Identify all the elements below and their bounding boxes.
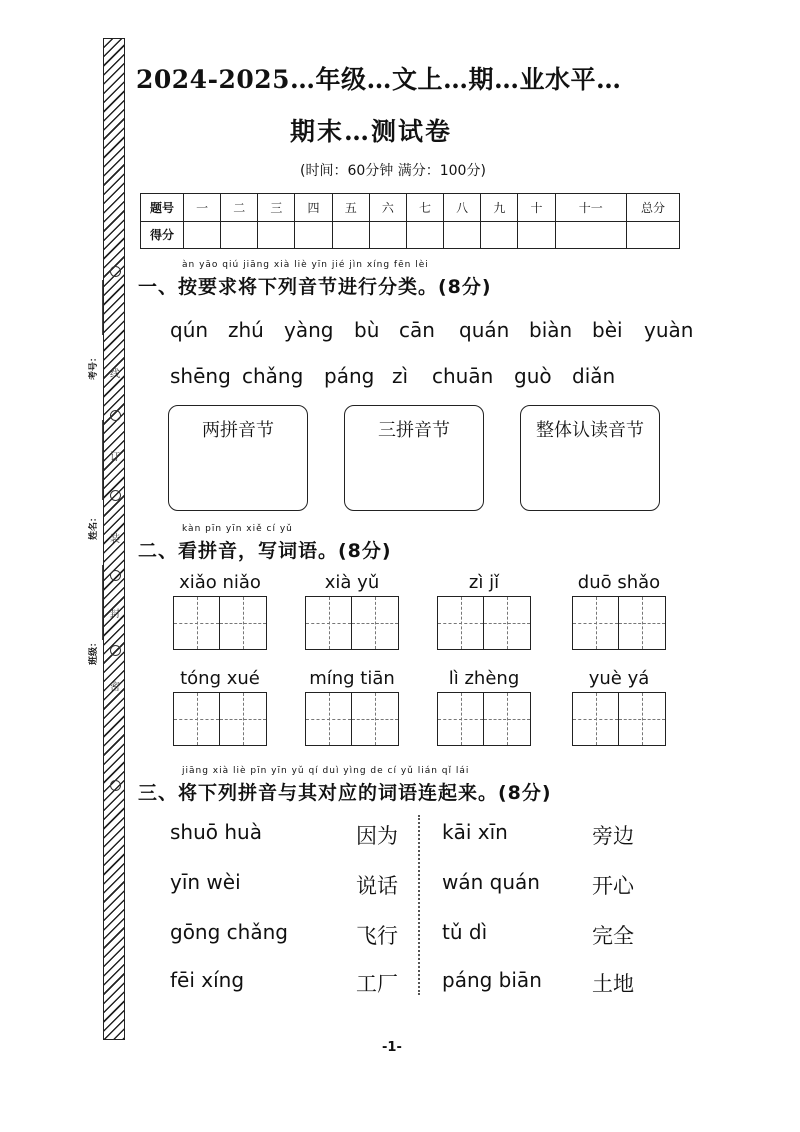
match-left-pinyin[interactable]: gōng chǎng bbox=[170, 920, 288, 944]
category-box-three-part[interactable] bbox=[344, 405, 484, 511]
writing-grid[interactable] bbox=[572, 596, 666, 650]
syllable: yàng bbox=[284, 318, 334, 342]
score-cell[interactable] bbox=[295, 221, 332, 249]
seal-char: 封 bbox=[110, 609, 120, 620]
syllable: páng bbox=[324, 364, 375, 388]
score-header-cell: 七 bbox=[406, 194, 443, 222]
section-1-heading: 一、按要求将下列音节进行分类。(8分) bbox=[138, 276, 492, 298]
writing-grid[interactable] bbox=[437, 596, 531, 650]
column-divider bbox=[418, 815, 422, 995]
score-header-cell: 五 bbox=[332, 194, 369, 222]
seal-circle bbox=[110, 490, 121, 501]
category-box-two-part[interactable] bbox=[168, 405, 308, 511]
score-header-cell: 八 bbox=[444, 194, 481, 222]
match-right-word[interactable]: 土地 bbox=[592, 972, 634, 996]
match-left-pinyin[interactable]: yīn wèi bbox=[170, 870, 241, 894]
match-left-word[interactable]: 飞行 bbox=[356, 924, 398, 948]
score-header-cell: 总分 bbox=[627, 194, 680, 222]
section-3 bbox=[138, 766, 552, 805]
score-table bbox=[140, 193, 680, 249]
score-header-cell: 六 bbox=[369, 194, 406, 222]
section-1-row-1 bbox=[170, 318, 699, 342]
syllable: cān bbox=[399, 318, 435, 342]
match-right-word[interactable]: 开心 bbox=[592, 874, 634, 898]
score-header-cell: 四 bbox=[295, 194, 332, 222]
time-info: (时间：60分钟 满分：100分) bbox=[300, 163, 486, 179]
score-header-cell: 十一 bbox=[555, 194, 626, 222]
match-right-pinyin[interactable]: kāi xīn bbox=[442, 820, 508, 844]
syllable: yuàn bbox=[644, 318, 694, 342]
score-cell[interactable] bbox=[332, 221, 369, 249]
seal-char: 密 bbox=[110, 682, 120, 693]
class-label: 班级： bbox=[89, 637, 99, 665]
syllable: diǎn bbox=[572, 364, 616, 388]
writing-grid[interactable] bbox=[173, 596, 267, 650]
exam-number-line bbox=[102, 280, 103, 335]
score-cell[interactable] bbox=[627, 221, 680, 249]
score-cell[interactable] bbox=[221, 221, 258, 249]
match-right-word[interactable]: 完全 bbox=[592, 924, 634, 948]
match-right-pinyin[interactable]: tǔ dì bbox=[442, 920, 488, 944]
match-left-word[interactable]: 说话 bbox=[356, 874, 398, 898]
class-line bbox=[102, 565, 103, 640]
score-header-cell: 一 bbox=[184, 194, 221, 222]
category-box-label: 三拼音节 bbox=[378, 420, 450, 441]
name-line bbox=[102, 420, 103, 500]
syllable: bù bbox=[354, 318, 380, 342]
word-writing-group bbox=[572, 572, 666, 650]
writing-grid[interactable] bbox=[305, 692, 399, 746]
score-cell[interactable] bbox=[258, 221, 295, 249]
word-writing-group bbox=[305, 668, 399, 746]
section-2-heading: 二、看拼音，写词语。(8分) bbox=[138, 540, 392, 562]
page-number: -1- bbox=[382, 1040, 402, 1055]
score-cell[interactable] bbox=[444, 221, 481, 249]
word-writing-group bbox=[173, 572, 267, 650]
word-writing-group bbox=[437, 668, 531, 746]
word-pinyin: míng tiān bbox=[309, 668, 395, 689]
word-pinyin: yuè yá bbox=[588, 668, 650, 689]
section-1-row-2 bbox=[170, 364, 627, 388]
syllable: biàn bbox=[529, 318, 573, 342]
category-box-whole-syllable[interactable] bbox=[520, 405, 660, 511]
word-writing-group bbox=[572, 668, 666, 746]
exam-subtitle: 期末…测试卷 bbox=[290, 117, 453, 146]
word-pinyin: lì zhèng bbox=[448, 668, 520, 689]
seal-char: 订 bbox=[110, 452, 120, 463]
seal-circle bbox=[110, 410, 121, 421]
word-writing-group bbox=[305, 572, 399, 650]
word-pinyin: duō shǎo bbox=[577, 572, 661, 593]
seal-circle bbox=[110, 266, 121, 277]
section-2 bbox=[138, 524, 392, 563]
binding-gutter bbox=[80, 280, 126, 720]
score-cell[interactable] bbox=[406, 221, 443, 249]
match-left-pinyin[interactable]: fēi xíng bbox=[170, 968, 245, 992]
score-header-cell: 三 bbox=[258, 194, 295, 222]
score-cell[interactable] bbox=[369, 221, 406, 249]
score-header-cell: 题号 bbox=[141, 194, 184, 222]
match-left-word[interactable]: 工厂 bbox=[356, 972, 398, 996]
word-pinyin: xiǎo niǎo bbox=[179, 572, 261, 593]
writing-grid[interactable] bbox=[437, 692, 531, 746]
word-writing-group bbox=[173, 668, 267, 746]
writing-grid[interactable] bbox=[173, 692, 267, 746]
word-pinyin: zì jǐ bbox=[468, 572, 500, 593]
score-table-header-row bbox=[141, 194, 680, 222]
section-1 bbox=[138, 260, 492, 299]
word-pinyin: xià yǔ bbox=[324, 572, 380, 593]
word-pinyin: tóng xué bbox=[180, 668, 260, 689]
word-writing-group bbox=[437, 572, 531, 650]
score-header-cell: 九 bbox=[481, 194, 518, 222]
seal-circle bbox=[110, 645, 121, 656]
score-header-cell: 十 bbox=[518, 194, 555, 222]
exam-title: 2024-2025…年级…文上…期…业水平… bbox=[136, 65, 622, 94]
syllable: quán bbox=[459, 318, 510, 342]
writing-grid[interactable] bbox=[305, 596, 399, 650]
writing-grid[interactable] bbox=[572, 692, 666, 746]
syllable: bèi bbox=[592, 318, 623, 342]
section-2-ruby: kàn pīn yīn xiě cí yǔ bbox=[182, 524, 293, 534]
section-1-ruby: àn yāo qiú jiāng xià liè yīn jié jìn xíng fēn lèi bbox=[182, 260, 429, 270]
match-left-word[interactable]: 因为 bbox=[356, 824, 398, 848]
score-header-cell: 二 bbox=[221, 194, 258, 222]
category-box-label: 两拼音节 bbox=[202, 420, 274, 441]
syllable: chǎng bbox=[242, 364, 304, 388]
section-3-ruby: jiāng xià liè pīn yīn yǔ qí duì yìng de cí yǔ lián qǐ lái bbox=[182, 766, 470, 776]
match-right-word[interactable]: 旁边 bbox=[592, 824, 634, 848]
syllable: qún bbox=[170, 318, 209, 342]
exam-number-label: 考号： bbox=[89, 352, 99, 380]
score-cell[interactable] bbox=[481, 221, 518, 249]
syllable: chuān bbox=[432, 364, 494, 388]
match-right-pinyin[interactable]: wán quán bbox=[442, 870, 540, 894]
syllable: shēng bbox=[170, 364, 231, 388]
seal-char: 线 bbox=[110, 369, 120, 380]
syllable: zhú bbox=[228, 318, 264, 342]
score-cell[interactable] bbox=[518, 221, 555, 249]
section-3-heading: 三、将下列拼音与其对应的词语连起来。(8分) bbox=[138, 782, 552, 804]
score-cell[interactable] bbox=[555, 221, 626, 249]
score-row-label: 得分 bbox=[141, 221, 184, 249]
syllable: guò bbox=[514, 364, 552, 388]
seal-char: 装 bbox=[110, 534, 120, 545]
seal-circle bbox=[110, 570, 121, 581]
category-box-label: 整体认读音节 bbox=[536, 420, 644, 441]
match-left-pinyin[interactable]: shuō huà bbox=[170, 820, 262, 844]
syllable: zì bbox=[392, 364, 409, 388]
seal-circle bbox=[110, 780, 121, 791]
match-right-pinyin[interactable]: páng biān bbox=[442, 968, 542, 992]
name-label: 姓名： bbox=[89, 512, 99, 540]
score-cell[interactable] bbox=[184, 221, 221, 249]
score-table-score-row bbox=[141, 221, 680, 249]
